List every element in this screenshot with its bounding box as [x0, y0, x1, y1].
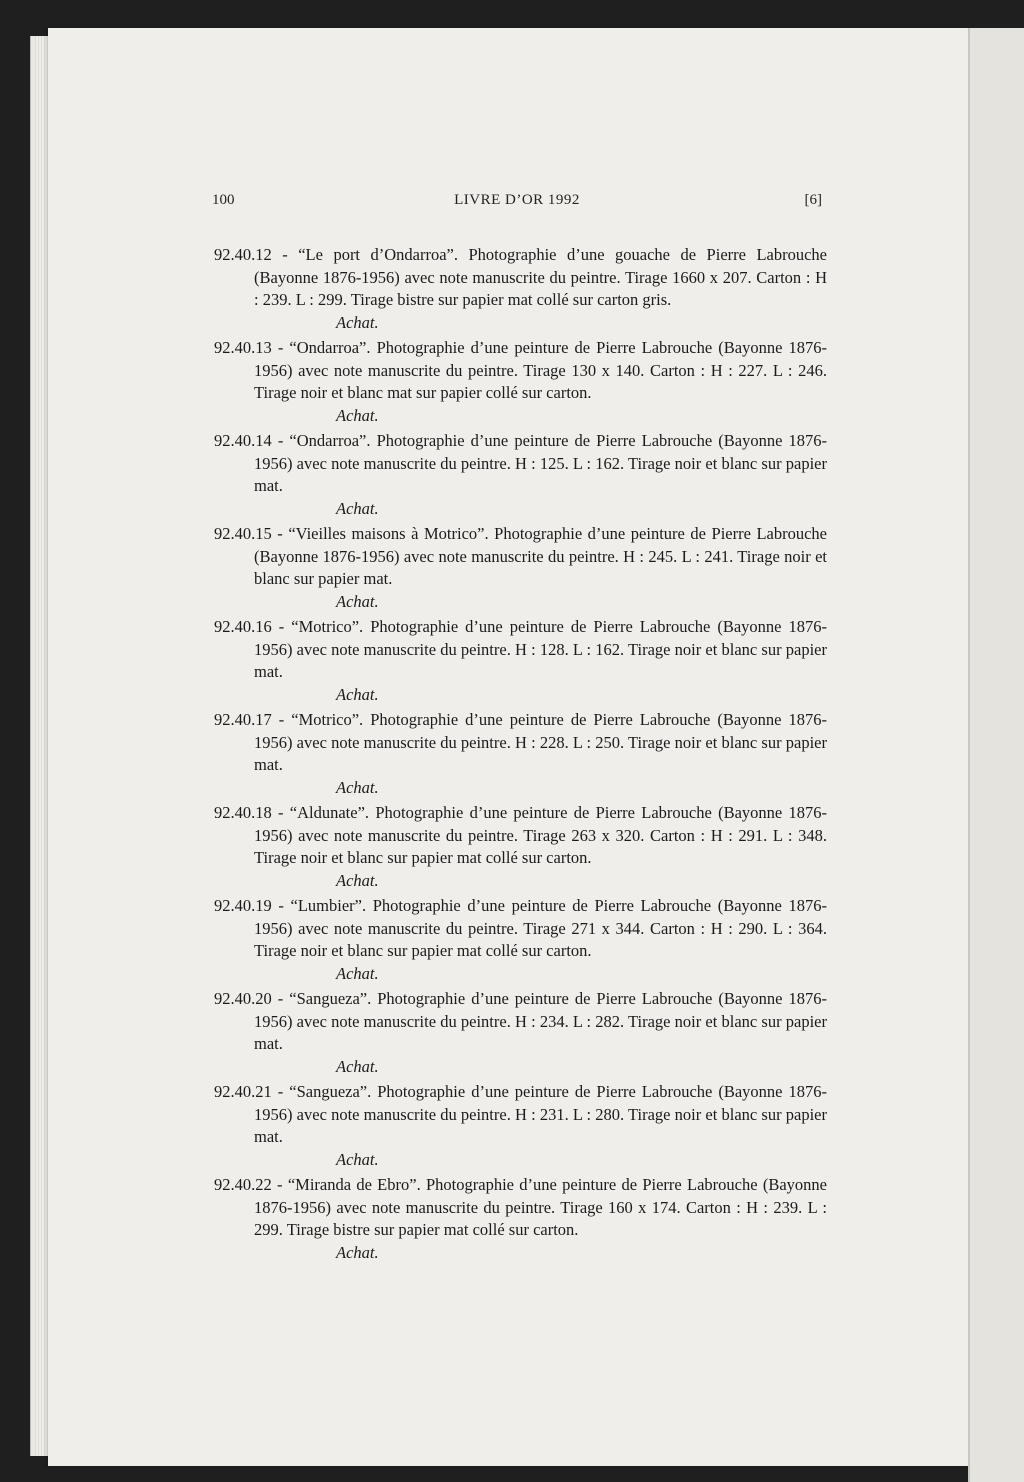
entry-text: 92.40.18 - “Aldunate”. Photographie d’une peinture de Pierre Labrouche (Bayonne 1876-1956) avec note manuscrite du peintre. Tirage 263 x 320. Carton : H : 291. L : 348. Tirage noir et blanc sur papier mat collé sur carton.: [214, 803, 827, 867]
entry-text: 92.40.20 - “Sangueza”. Photographie d’une peinture de Pierre Labrouche (Bayonne 1876-1956) avec note manuscrite du peintre. H : 234. L : 282. Tirage noir et blanc sur papier mat.: [214, 989, 827, 1053]
catalogue-entry: [214, 709, 827, 799]
catalogue-entry: [214, 523, 827, 613]
entry-acquisition: Achat.: [336, 870, 379, 890]
entry-acquisition: Achat.: [336, 1242, 379, 1262]
page-number: 100: [212, 192, 235, 208]
running-title: LIVRE D’OR 1992: [454, 192, 580, 208]
entry-acquisition: Achat.: [336, 1056, 379, 1076]
entry-text: 92.40.17 - “Motrico”. Photographie d’une peinture de Pierre Labrouche (Bayonne 1876-1956) avec note manuscrite du peintre. H : 228. L : 250. Tirage noir et blanc sur papier mat.: [214, 710, 827, 774]
entry-text: 92.40.15 - “Vieilles maisons à Motrico”. Photographie d’une peinture de Pierre Labrouche (Bayonne 1876-1956) avec note manuscrite du peintre. H : 245. L : 241. Tirage noir et blanc sur papier mat.: [214, 524, 827, 588]
entry-acquisition: Achat.: [336, 591, 379, 611]
entry-text: 92.40.14 - “Ondarroa”. Photographie d’une peinture de Pierre Labrouche (Bayonne 1876-1956) avec note manuscrite du peintre. H : 125. L : 162. Tirage noir et blanc sur papier mat.: [214, 431, 827, 495]
entry-acquisition: Achat.: [336, 498, 379, 518]
entry-text: 92.40.21 - “Sangueza”. Photographie d’une peinture de Pierre Labrouche (Bayonne 1876-1956) avec note manuscrite du peintre. H : 231. L : 280. Tirage noir et blanc sur papier mat.: [214, 1082, 827, 1146]
entry-text: 92.40.12 - “Le port d’Ondarroa”. Photographie d’une gouache de Pierre Labrouche (Bayonne 1876-1956) avec note manuscrite du peintre. Tirage 1660 x 207. Carton : H : 239. L : 299. Tirage bistre sur papier mat collé sur carton gris.: [214, 245, 827, 309]
entry-text: 92.40.22 - “Miranda de Ebro”. Photographie d’une peinture de Pierre Labrouche (Bayonne 1876-1956) avec note manuscrite du peintre. Tirage 160 x 174. Carton : H : 239. L : 299. Tirage bistre sur papier mat collé sur carton.: [214, 1175, 827, 1239]
catalogue-entry: [214, 337, 827, 427]
catalogue-entry: [214, 244, 827, 334]
entry-acquisition: Achat.: [336, 312, 379, 332]
catalogue-entries: [214, 244, 827, 1267]
entry-acquisition: Achat.: [336, 1149, 379, 1169]
entry-acquisition: Achat.: [336, 405, 379, 425]
catalogue-entry: [214, 1174, 827, 1264]
section-marker: [6]: [804, 192, 822, 208]
catalogue-entry: [214, 895, 827, 985]
catalogue-entry: [214, 1081, 827, 1171]
catalogue-entry: [214, 802, 827, 892]
entry-acquisition: Achat.: [336, 684, 379, 704]
entry-acquisition: Achat.: [336, 777, 379, 797]
running-header: [212, 192, 822, 214]
entry-acquisition: Achat.: [336, 963, 379, 983]
catalogue-entry: [214, 430, 827, 520]
entry-text: 92.40.13 - “Ondarroa”. Photographie d’une peinture de Pierre Labrouche (Bayonne 1876-1956) avec note manuscrite du peintre. Tirage 130 x 140. Carton : H : 227. L : 246. Tirage noir et blanc mat sur papier collé sur carton.: [214, 338, 827, 402]
entry-text: 92.40.19 - “Lumbier”. Photographie d’une peinture de Pierre Labrouche (Bayonne 1876-1956) avec note manuscrite du peintre. Tirage 271 x 344. Carton : H : 290. L : 364. Tirage noir et blanc sur papier mat collé sur carton.: [214, 896, 827, 960]
catalogue-entry: [214, 988, 827, 1078]
facing-page-edge: [968, 28, 1024, 1482]
catalogue-entry: [214, 616, 827, 706]
entry-text: 92.40.16 - “Motrico”. Photographie d’une peinture de Pierre Labrouche (Bayonne 1876-1956) avec note manuscrite du peintre. H : 128. L : 162. Tirage noir et blanc sur papier mat.: [214, 617, 827, 681]
